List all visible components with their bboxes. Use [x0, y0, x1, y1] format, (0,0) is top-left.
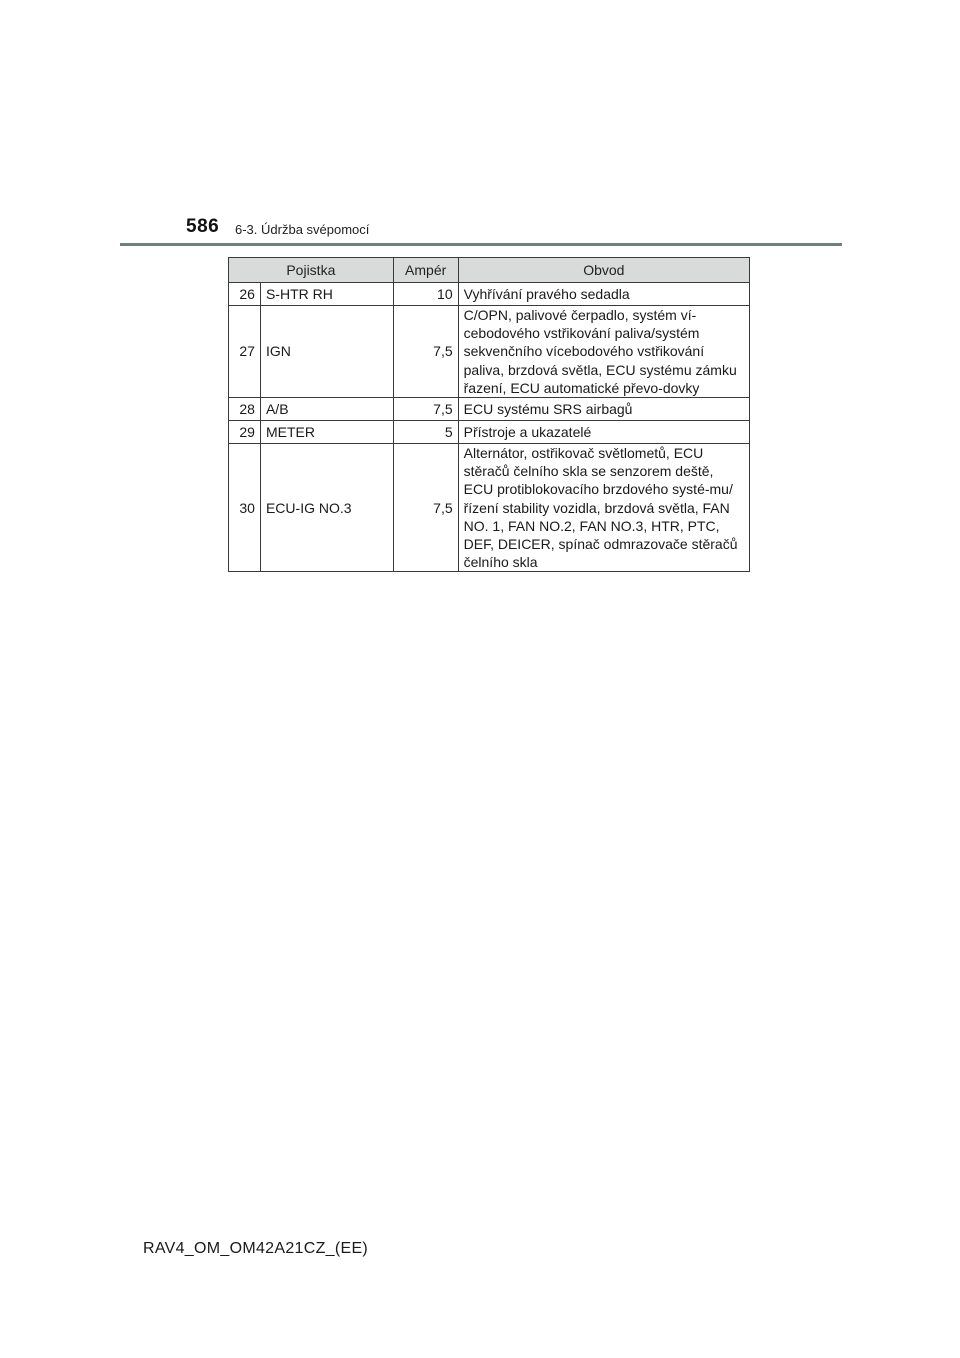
fuse-amp: 7,5: [393, 444, 458, 572]
fuse-number: 26: [229, 283, 261, 306]
fuse-number: 29: [229, 421, 261, 444]
page-number: 586: [186, 216, 220, 237]
fuse-circuit: Alternátor, ostřikovač světlometů, ECU stěračů čelního skla se senzorem deště, ECU protiblokovacího brzdového systé-mu/řízení stability vozidla, brzdová světla, FAN NO. 1, FAN NO.2, FAN NO.3, HTR, PTC, DEF, DEICER, spínač odmrazovače stěračů čelního skla: [458, 444, 749, 572]
fuse-number: 28: [229, 398, 261, 421]
fuse-amp: 10: [393, 283, 458, 306]
table-row: [229, 398, 750, 421]
fuse-circuit: ECU systému SRS airbagů: [458, 398, 749, 421]
section-title: 6-3. Údržba svépomocí: [235, 222, 370, 237]
fuse-name: S-HTR RH: [260, 283, 393, 306]
fuse-number: 27: [229, 306, 261, 398]
table-row: [229, 283, 750, 306]
header-divider: [120, 243, 842, 246]
fuse-circuit: Přístroje a ukazatelé: [458, 421, 749, 444]
fuse-circuit: Vyhřívání pravého sedadla: [458, 283, 749, 306]
table-header-row: [229, 258, 750, 283]
fuse-amp: 7,5: [393, 398, 458, 421]
fuse-name: IGN: [260, 306, 393, 398]
fuse-table: [228, 257, 750, 572]
fuse-name: A/B: [260, 398, 393, 421]
document-code: RAV4_OM_OM42A21CZ_(EE): [143, 1240, 369, 1257]
fuse-number: 30: [229, 444, 261, 572]
column-header-circuit: Obvod: [458, 258, 749, 283]
table-row: [229, 421, 750, 444]
fuse-amp: 7,5: [393, 306, 458, 398]
fuse-name: METER: [260, 421, 393, 444]
table-row: [229, 444, 750, 572]
fuse-circuit: C/OPN, palivové čerpadlo, systém ví-cebodového vstřikování paliva/systém sekvenčního vícebodového vstřikování paliva, brzdová světla, ECU systému zámku řazení, ECU automatické převo-dovky: [458, 306, 749, 398]
fuse-name: ECU-IG NO.3: [260, 444, 393, 572]
fuse-amp: 5: [393, 421, 458, 444]
column-header-fuse: Pojistka: [229, 258, 394, 283]
column-header-amp: Ampér: [393, 258, 458, 283]
table-row: [229, 306, 750, 398]
